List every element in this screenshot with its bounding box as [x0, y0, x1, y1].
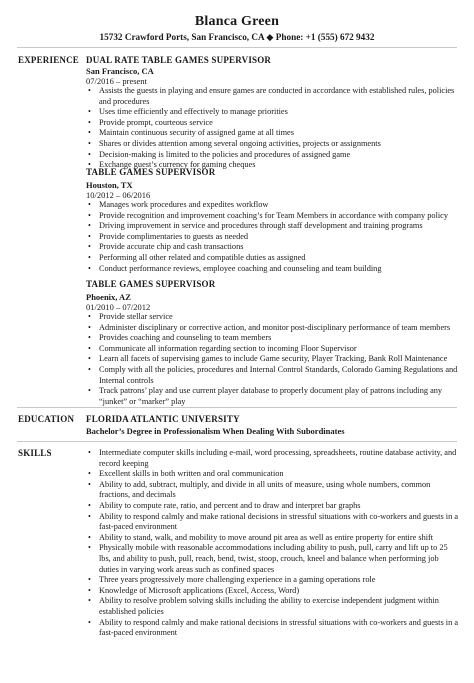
list-item: • Ability to compute rate, ratio, and percent and to draw and interpret bar graphs — [86, 501, 458, 512]
list-item: • Provides coaching and counseling to team members — [86, 333, 458, 344]
list-item: • Assists the guests in playing and ensure games are conducted in accordance with established rules, policies and procedures — [86, 86, 458, 107]
list-item: • Manages work procedures and expedites workflow — [86, 200, 458, 211]
section-label-education: EDUCATION — [18, 414, 75, 424]
list-item: • Provide stellar service — [86, 312, 458, 323]
list-item: • Exchange guest’s currency for gaming cheques — [86, 160, 458, 171]
list-item: • Learn all facets of supervising games to include Game security, Player Tracking, Bank Roll Maintenance — [86, 354, 458, 365]
list-item: • Uses time efficiently and effectively to manage priorities — [86, 107, 458, 118]
section-divider — [17, 441, 457, 442]
section-label-experience: EXPERIENCE — [18, 55, 80, 65]
candidate-name: Blanca Green — [194, 14, 280, 29]
list-item: • Communicate all information regarding section to incoming Floor Supervisor — [86, 344, 458, 355]
job-title: DUAL RATE TABLE GAMES SUPERVISOR — [86, 55, 272, 65]
list-item: • Comply with all the policies, procedures and Internal Control Standards, Colorado Gaming Regulations and Internal controls — [86, 365, 458, 386]
list-item: • Maintain continuous security of assigned game at all times — [86, 128, 458, 139]
school-name: FLORIDA ATLANTIC UNIVERSITY — [86, 414, 240, 424]
job-location: Houston, TX — [86, 180, 133, 190]
section-divider — [17, 407, 457, 408]
section-label-skills: SKILLS — [18, 448, 52, 458]
list-item: • Administer disciplinary or corrective action, and monitor post-disciplinary performance of team members — [86, 323, 458, 334]
list-item: • Provide recognition and improvement coaching’s for Team Members in accordance with company policy — [86, 211, 458, 222]
job-title: TABLE GAMES SUPERVISOR — [86, 167, 216, 177]
job-dates: 07/2016 – present — [86, 76, 147, 86]
job-dates: 01/2010 – 07/2012 — [86, 302, 151, 312]
job-location: San Francisco, CA — [86, 66, 154, 76]
list-item: • Provide prompt, courteous service — [86, 118, 458, 129]
job-location: Phoenix, AZ — [86, 292, 131, 302]
list-item: • Driving improvement in service and procedures through staff development and training programs — [86, 221, 458, 232]
job-dates: 10/2012 – 06/2016 — [86, 190, 151, 200]
list-item: • Performing all other related and compatible duties as assigned — [86, 253, 458, 264]
contact-line: 15732 Crawford Ports, San Francisco, CA ◆ Phone: +1 (555) 672 9432 — [99, 32, 375, 42]
job-title: TABLE GAMES SUPERVISOR — [86, 279, 216, 289]
job-bullets — [86, 200, 458, 274]
list-item: • Knowledge of Microsoft applications (Excel, Access, Word) — [86, 586, 458, 597]
list-item: • Track patrons’ play and use current player database to properly document play of patrons including any “junket” or “marker” play — [86, 386, 458, 407]
list-item: • Ability to respond calmly and make rational decisions in stressful situations with co-workers and guests in a fast-paced environment — [86, 512, 458, 533]
skills-bullets — [86, 448, 458, 639]
list-item: • Conduct performance reviews, employee coaching and counseling and team building — [86, 264, 458, 275]
job-bullets — [86, 312, 458, 407]
list-item: • Ability to stand, walk, and mobility to move around pit area as well as entire property for entire shift — [86, 533, 458, 544]
list-item: • Shares or divides attention among several ongoing activities, projects or assignments — [86, 139, 458, 150]
degree: Bachelor’s Degree in Professionalism When Dealing With Subordinates — [86, 426, 345, 436]
list-item: • Decision-making is limited to the policies and procedures of assigned game — [86, 150, 458, 161]
list-item: • Intermediate computer skills including e-mail, word processing, spreadsheets, routine database activity, and record keeping — [86, 448, 458, 469]
list-item: • Three years progressively more challenging experience in a gaming operations role — [86, 575, 458, 586]
list-item: • Provide complimentaries to guests as needed — [86, 232, 458, 243]
list-item: • Ability to add, subtract, multiply, and divide in all units of measure, using whole numbers, common fractions, and decimals — [86, 480, 458, 501]
job-bullets — [86, 86, 458, 171]
list-item: • Ability to respond calmly and make rational decisions in stressful situations with co-workers and guests in a fast-paced environment — [86, 618, 458, 639]
list-item: • Provide accurate chip and cash transactions — [86, 242, 458, 253]
list-item: • Excellent skills in both written and oral communication — [86, 469, 458, 480]
list-item: • Ability to resolve problem solving skills including the ability to exercise independent judgment within established policies — [86, 596, 458, 617]
list-item: • Physically mobile with reasonable accommodations including ability to push, pull, carry and lift up to 25 lbs, and ability to push, pull, reach, bend, twist, stoop, crouch, kneel and balance when performing job duties in varying work areas such as confined spaces — [86, 543, 458, 575]
header-divider — [17, 47, 457, 48]
